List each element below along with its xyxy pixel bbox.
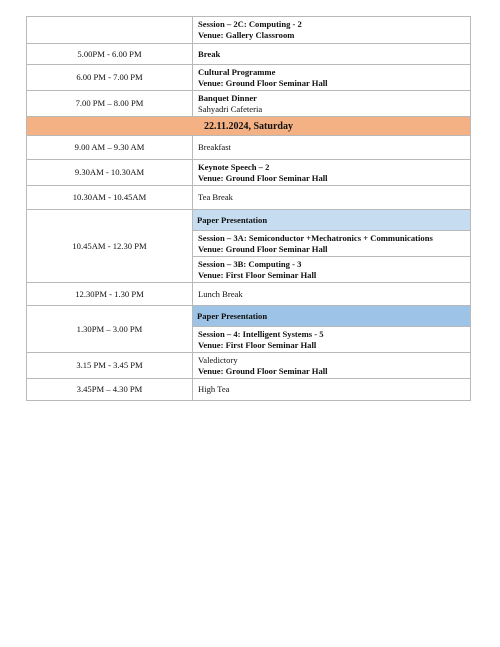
session-title: Session – 3B: Computing - 3 (198, 258, 302, 269)
schedule-table (26, 16, 471, 401)
time-cell: 12.30PM - 1.30 PM (27, 283, 193, 306)
activity-title: Breakfast (198, 142, 231, 152)
time-cell: 3.15 PM - 3.45 PM (27, 353, 193, 379)
table-row (27, 160, 471, 186)
paper-presentation-header: Paper Presentation (193, 210, 471, 231)
activity-cell (193, 17, 471, 44)
session-venue: Venue: First Floor Seminar Hall (198, 339, 317, 350)
activity-cell (193, 353, 471, 379)
time-cell: 5.00PM - 6.00 PM (27, 44, 193, 65)
activity-cell (193, 379, 471, 401)
activity-title: Valedictory (198, 354, 238, 365)
activity-cell (193, 160, 471, 186)
table-row (27, 91, 471, 117)
table-row (27, 186, 471, 210)
time-cell: 7.00 PM – 8.00 PM (27, 91, 193, 117)
activity-cell (193, 44, 471, 65)
table-row (27, 136, 471, 160)
time-cell (27, 17, 193, 44)
session-cell (193, 231, 471, 257)
time-cell: 1.30PM – 3.00 PM (27, 306, 193, 353)
activity-title: Cultural Programme (198, 66, 276, 77)
session-cell (193, 257, 471, 283)
activity-cell (193, 283, 471, 306)
session-venue: Venue: First Floor Seminar Hall (198, 269, 317, 280)
time-cell: 9.00 AM – 9.30 AM (27, 136, 193, 160)
activity-title: Banquet Dinner (198, 92, 257, 103)
paper-presentation-header: Paper Presentation (193, 306, 471, 327)
date-header-row (27, 117, 471, 136)
activity-title: Lunch Break (198, 288, 243, 299)
activity-cell (193, 136, 471, 160)
session-venue: Venue: Gallery Classroom (198, 30, 295, 40)
time-cell: 10.45AM - 12.30 PM (27, 210, 193, 283)
table-row (27, 44, 471, 65)
table-row (27, 306, 471, 327)
time-cell: 10.30AM - 10.45AM (27, 186, 193, 210)
session-title: Session – 2C: Computing - 2 (198, 19, 302, 29)
time-cell: 9.30AM - 10.30AM (27, 160, 193, 186)
table-row (27, 353, 471, 379)
time-cell: 3.45PM – 4.30 PM (27, 379, 193, 401)
activity-venue: Venue: Ground Floor Seminar Hall (198, 365, 328, 376)
table-row (27, 283, 471, 306)
activity-cell (193, 65, 471, 91)
table-row (27, 210, 471, 231)
session-title: Session – 3A: Semiconductor +Mechatronics + Communications (198, 232, 433, 243)
activity-cell (193, 91, 471, 117)
activity-venue: Venue: Ground Floor Seminar Hall (198, 172, 328, 183)
session-title: Session – 4: Intelligent Systems - 5 (198, 328, 324, 339)
table-row (27, 379, 471, 401)
date-header: 22.11.2024, Saturday (27, 117, 471, 136)
activity-venue: Sahyadri Cafeteria (198, 103, 263, 114)
activity-title: Break (198, 48, 221, 59)
activity-venue: Venue: Ground Floor Seminar Hall (198, 77, 328, 88)
activity-title: Keynote Speech – 2 (198, 161, 270, 172)
activity-title: Tea Break (198, 192, 233, 202)
activity-cell (193, 186, 471, 210)
table-row (27, 65, 471, 91)
table-row (27, 17, 471, 44)
session-venue: Venue: Ground Floor Seminar Hall (198, 243, 328, 254)
session-cell (193, 327, 471, 353)
time-cell: 6.00 PM - 7.00 PM (27, 65, 193, 91)
activity-title: High Tea (198, 384, 230, 394)
